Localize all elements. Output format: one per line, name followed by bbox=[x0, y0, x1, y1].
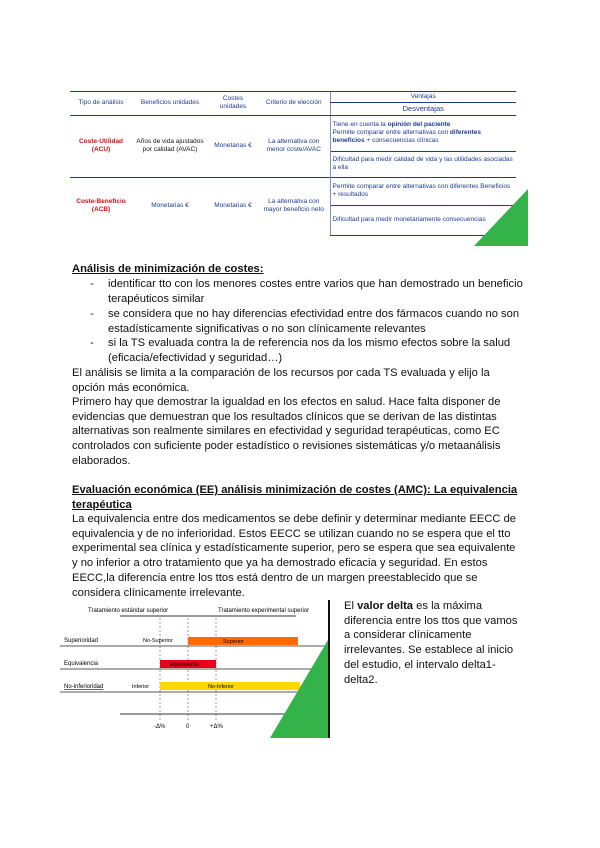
diagram-divider bbox=[328, 600, 330, 738]
tick-plus-delta: +Δ% bbox=[210, 724, 223, 730]
row-label-equivalencia: Equivalencia bbox=[64, 661, 99, 667]
row-label-superioridad: Superioridad bbox=[64, 638, 99, 644]
bullet-item bbox=[90, 336, 526, 365]
ventaja-pre: Tiene en cuenta la bbox=[332, 120, 386, 128]
side-bold: valor delta bbox=[357, 600, 414, 612]
tick-minus-delta: -Δ% bbox=[154, 724, 166, 730]
ventaja-bold: opinión del paciente bbox=[387, 120, 451, 128]
comparison-table-figure bbox=[70, 91, 528, 246]
section2-para: La equivalencia entre dos medicamentos se debe definir y determinar mediante EECC de equivalencia y de no inferioridad. Estos EECC se utilizan cuando no se espera que el tto experimental sea clínica y estadísticamente superior, pero se espera que sea equivalente y no inferior a otro tratamiento que ya ha demostrado eficacia y seguridad. En estos EECC,la diferencia entre los ttos está dentro de un margen preestablecido que se considera clínicamente irrelevante. bbox=[72, 513, 517, 599]
row-left-text: Inferior bbox=[132, 684, 150, 690]
section2-title: Evaluación económica (EE) análisis minimización de costes (AMC): La equivalencia terapéutica bbox=[72, 484, 518, 511]
bullet-dash: - bbox=[90, 278, 94, 290]
row-acb-desventajas: Dificultad para medir monetariamente consecuencias bbox=[330, 205, 516, 235]
bullet-text: se considera que no hay diferencias efectividad entre dos fármacos cuando no son estadísticamente significativas o no son clínicamente relevantes bbox=[108, 308, 520, 335]
row-acb-beneficios: Monetarias € bbox=[132, 177, 208, 235]
diagram-top-right: Tratamiento experimental superior bbox=[218, 608, 310, 614]
bar-equivalente-label: Equivalente bbox=[170, 662, 199, 668]
header-costes: Costes unidades bbox=[208, 92, 258, 116]
row-acu-beneficios: Años de vida ajustados por calidad (AVAC) bbox=[132, 115, 208, 177]
row-label-no-inferioridad: No-inferioridad bbox=[64, 684, 104, 690]
row-acu-criterio: La alternativa con menor coste/AVAC bbox=[258, 115, 330, 177]
ventaja2-bold: diferentes beneficios bbox=[332, 128, 481, 145]
section1-title: Análisis de minimización de costes: bbox=[72, 263, 264, 275]
bar-no-inferior-label: No-Inferior bbox=[208, 684, 234, 690]
header-desventajas: Desventajas bbox=[330, 103, 516, 115]
row-acu-ventajas bbox=[330, 115, 516, 151]
section1-para1: El análisis se limita a la comparación de los recursos por cada TS evaluada y elijo la opción más económica. bbox=[72, 367, 490, 394]
header-ventajas: Ventajas bbox=[330, 92, 516, 103]
bar-superior-label: Superior bbox=[223, 639, 244, 645]
side-post: es la máxima diferencia entre los ttos que vamos a considerar clínicamente irrelevantes. Se establece al inicio del estudio, el intervalo delta1-delta2. bbox=[344, 600, 518, 686]
row-acb-tipo: Coste-Beneficio (ACB) bbox=[70, 177, 132, 235]
header-criterio: Criterio de elección bbox=[258, 92, 330, 116]
row-acb-ventajas: Permite comparar entre alternativas con diferentes Beneficios + resultados bbox=[330, 177, 516, 205]
bullet-text: identificar tto con los menores costes entre varios que han demostrado un beneficio terapéuticos similar bbox=[108, 278, 523, 305]
green-corner-decoration bbox=[474, 189, 528, 246]
bullet-item bbox=[90, 307, 526, 336]
row-acb-criterio: La alternativa con mayor beneficio neto bbox=[258, 177, 330, 235]
side-pre: El bbox=[344, 600, 354, 612]
section1-para2: Primero hay que demostrar la igualdad en los efectos en salud. Hace falta disponer de evidencias que demuestran que los resultados clínicos que se derivan de las distintas alternativas son realmente similares en efectividad y seguridad terapéuticas, como EC controlados con suficiente poder estadístico o revisiones sistemáticas y/o metaanálisis elaborados. bbox=[72, 396, 501, 467]
comparison-table bbox=[70, 91, 516, 236]
bullet-dash: - bbox=[90, 308, 94, 320]
row-acu-costes: Monetarias € bbox=[208, 115, 258, 177]
delta-explanation bbox=[344, 599, 524, 687]
bullet-item bbox=[90, 277, 526, 306]
bullet-dash: - bbox=[90, 337, 94, 349]
header-beneficios: Beneficios unidades bbox=[132, 92, 208, 116]
header-tipo: Tipo de análisis bbox=[70, 92, 132, 116]
row-acu-desventajas: Dificultad para medir calidad de vida y las utilidades asociadas a ella bbox=[330, 151, 516, 177]
table-row bbox=[70, 177, 516, 205]
bullet-text: si la TS evaluada contra la de referencia nos da los mismo efectos sobre la salud (eficacia/efectividad y seguridad…) bbox=[108, 337, 511, 364]
table-row bbox=[70, 115, 516, 151]
row-left-text: No-Superior bbox=[143, 638, 173, 644]
ventaja2-post: + consecuencias clínicas bbox=[366, 137, 439, 145]
row-acb-costes: Monetarias € bbox=[208, 177, 258, 235]
diagram-top-left: Tratamiento estándar superior bbox=[88, 608, 169, 614]
tick-zero: 0 bbox=[186, 724, 190, 730]
green-corner-decoration bbox=[270, 640, 328, 738]
ventaja2-pre: Permite comparar entre alternativas con bbox=[332, 128, 449, 136]
row-acu-tipo: Coste-Utilidad (ACU) bbox=[70, 115, 132, 177]
